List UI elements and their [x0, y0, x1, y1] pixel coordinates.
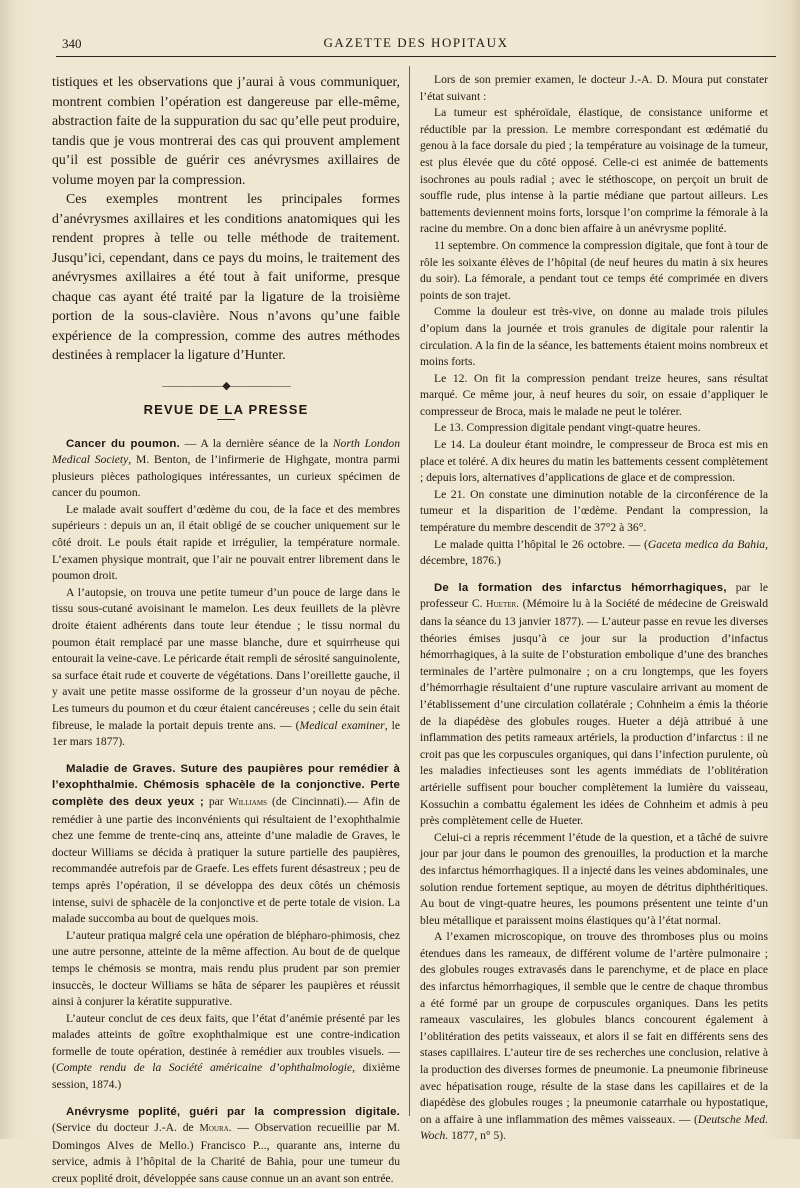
article-anevrysme-paragraph: Anévrysme poplité, guéri par la compression digitale. (Service du docteur J.-A. de Moura. — Observation recueillie par M. Domingos Alves de Mello.) Francisco P..., quarante ans, interne du service, admis à l’hôpital de la Charité de Bahia, pour une tumeur du creux poplité droit, développée sans cause connue un an avant son entrée. — [52, 1105, 400, 1186]
article-title: Anévrysme poplité, guéri par la compression digitale. — [66, 1105, 400, 1118]
right-column — [420, 72, 768, 1145]
article-paragraph: La tumeur est sphéroïdale, élastique, de consistance uniforme et réductible par la pression. Le membre correspondant est œdématié du genou à la face dorsale du pied ; la température au voisinage de la tumeur, est plus élevée que du côté opposé. Celle-ci est animée de battements isochrones au pouls radial ; avec le stéthoscope, on perçoit un bruit de souffle rude, plus intense à la partie médiane que partout ailleurs. Les battements deviennent moins forts, lorsque l’on comprime la fémorale à la racine du membre. On a donc bien affaire à un anévrysme poplité. — [420, 106, 768, 236]
author-name: Williams — [228, 796, 267, 808]
section-ornament: ——————◆—————— — [162, 379, 290, 392]
article-title: De la formation des infarctus hémorrhagiques, — [434, 581, 727, 594]
header-rule — [56, 56, 776, 57]
article-paragraph: L’auteur pratiqua malgré cela une opération de blépharo-phimosis, chez une autre personne, atteinte de la même affection. Au bout de de quelque temps le chémosis se montra, mais rendu plus prudent par son premier insuccès, le docteur Williams se hâta de séparer les paupières et réussit ainsi à conjurer la kératite suppurative. — [52, 928, 400, 1009]
section-title-rule — [217, 419, 235, 420]
article-cancer-paragraph: Cancer du poumon. — A la dernière séance de la North London Medical Society, M. Benton, de l’infirmerie de Highgate, montra parmi plusieurs pièces pathologiques intéressantes, un curieux spécimen de cancer du poumon. — [52, 436, 401, 500]
article-paragraph: Le 13. Compression digitale pendant vingt-quatre heures. — [434, 421, 701, 435]
article-paragraph: L’auteur conclut de ces deux faits, que l’état d’anémie présenté par les malades atteints de goître exophthalmique est une contre-indication formelle de toute opération, destinée à remédier aux troubles visuels. — (Compte rendu de la Société américaine d’ophthalmologie, dixième session, 1874.) — [52, 1011, 400, 1092]
article-paragraph: Lors de son premier examen, le docteur J.-A. D. Moura put constater l’état suivant : — [420, 73, 768, 103]
article-graves-paragraph: Maladie de Graves. Suture des paupières pour remédier à l’exophthalmie. Chémosis sphacèle de la conjonctive. Perte complète des deux yeux ; par Williams (de Cincinnati).— Afin de remédier à une partie des inconvénients qui résultaient de l’exophthalmie chez une femme de trente-cinq ans, atteinte d’une maladie de Graves, le docteur Williams se décida à pratiquer la suture partielle des paupières, recommandée autrefois par de Graefe. Les effets furent désastreux ; peu de temps après l’opération, il se développa des deux côtés un chémosis intense, suivi de sphacèle de la conjonctive et de perte totale de vision. La malade succomba au bout de quelques mois. — [52, 762, 400, 926]
author-name: Hueter — [486, 599, 517, 611]
article-paragraph: Le 21. On constate une diminution notable de la circonférence de la tumeur et la disparition de l’œdème. Pendant la compression, la température du membre descendit de 37°2 à 36°. — [420, 487, 768, 535]
article-title: Cancer du poumon. — [66, 437, 180, 450]
article-paragraph: Celui-ci a repris récemment l’étude de la question, et a tâché de suivre jour par jour dans le poumon des grenouilles, la production et la marche des infarctus hémorrhagiques. Il a injecté dans les veines abdominales, une solution rendue fortement septique, au moyen de détritus diphthéritiques. Au bout de vingt-quatre heures, les poumons présentent une teinte d’un bleu métallique et paraissent moins élastiques qu’à l’état normal. — [420, 830, 768, 927]
article-title: Maladie de Graves. Suture des paupières pour remédier à l’exophthalmie. Chémosis sphacèle de la conjonctive. Perte complète des deux yeux ; — [52, 762, 400, 808]
article-paragraph: A l’autopsie, on trouva une petite tumeur d’un pouce de large dans le tissu sous-cutané avoisinant le mamelon. Les deux feuillets de la plèvre droite étaient adhérents dans toute leur étendue ; le tissu normal du poumon était remplacé par une masse blanche, dure et squirrheuse qui entourait la veine-cave. Le péricarde était rempli de sérosité sanguinolente, sa surface était rude et couverte de végétations. Dans l’oreillette gauche, il y avait une petite masse ossiforme de la grosseur d’un noyau de pêche. Les tumeurs du poumon et du cœur étaient cancéreuses ; celle du sein était fibreuse, le malade la portait depuis trente ans. — (Medical examiner, le 1er mars 1877). — [52, 585, 401, 749]
article-paragraph: Le malade quitta l’hôpital le 26 octobre. — (Gaceta medica da Bahia, décembre, 1876.) — [420, 537, 769, 568]
page-header — [56, 32, 776, 52]
article-paragraph: Le 12. On fit la compression pendant treize heures, sans résultat marqué. Ce même jour, à neuf heures du soir, on essaie d’appliquer le compresseur de Broca, mais le malade ne peut le tolérer. — [420, 371, 768, 418]
author-name: Moura — [199, 1123, 229, 1135]
article-infarctus-paragraph: De la formation des infarctus hémorrhagiques, par le professeur C. Hueter. (Mémoire lu à la Société de médecine de Greiswald dans la séance du 13 janvier 1877). — L’auteur passe en revue les diverses théories émises jusqu’à ce jour sur la production d’infactus hémorrhagiques, à la suite de l’obsturation embolique d’une des branches terminales de l’artère pulmonaire ; on a cru longtemps, que les foyers d’hémorrhagie résultaient d’une rupture vasculaire arrivant au moment de l’établissement d’une circulation collatérale ; Cohnheim a émis la théorie de la diapédèse des globules rouges. Hueter a déjà attribué à une inflammation des petits rameaux artériels, la production d’infarctus : il ne croit pas que les corpuscules organiques, qui dans l’infection purulente, où les maladies infectieuses sont les agents immédiats de l’oblitération artérielle suffisent pour boucher complètement la lumière du vaisseau, Kossuchin a combattu également les idées de Cohnheim et admis à peu près complètement celle de Hueter. — [420, 580, 769, 828]
continued-paragraph: Ces exemples montrent les principales formes d’anévrysmes axillaires et les conditions anatomiques qui les rendent propres à telle ou telle méthode de traitement. Jusqu’ici, cependant, dans ce pays du moins, le traitement des anévrysmes axillaires a été tout à fait uniforme, presque chaque cas ayant été traité par la ligature de la troisième portion de la sous-clavière. Nous n’avons qu’une faible expérience de la compression, comme des autres méthodes destinées à remplacer la ligature d’Hunter. — [52, 191, 400, 362]
journal-title: GAZETTE DES HOPITAUX — [323, 35, 509, 50]
page-number: 340 — [62, 36, 82, 51]
article-paragraph: 11 septembre. On commence la compression digitale, que font à tour de rôle les soixante élèves de l’hôpital (de neuf heures du matin à six heures du soir). La fémorale, a pendant tout ce temps été comprimée en divers points de son trajet. — [420, 238, 768, 302]
left-column — [52, 72, 400, 1188]
article-paragraph: A l’examen microscopique, on trouve des thromboses plus ou moins étendues dans les rameaux, de différent volume de l’artère pulmonaire ; des globules rouges extravasés dans le parenchyme, et de place en place des infarctus hémorrhagiques, il semble que le centre de chaque thrombus a été formé par un groupe de corpuscules organiques. Dans les petits rameaux vasculaires, les globules blancs concourent également à l’oblitération des petits vaisseaux, et alors il se fait en différents sens des stases capillaires. L’auteur tire de ses recherches une conclusion, relative à la production des diverses formes de pneumonie. La pneumonie fibrineuse avec hépatisation rouge, résulte de la stase dans les capillaires et de la diapédèse des globules rouges ; la pneumonie catarrhale ou hypostatique, on a affaire à une inflammation des mêmes vaisseaux. — (Deutsche Med. Woch. 1877, n° 5). — [420, 930, 768, 1143]
column-divider — [409, 66, 410, 1116]
article-paragraph: Le 14. La douleur étant moindre, le compresseur de Broca est mis en place et toléré. A dix heures du matin les battements cessent complètement ; depuis lors, alternatives d’applications de glace et de compression. — [420, 438, 768, 485]
article-paragraph: Comme la douleur est très-vive, on donne au malade trois pilules d’opium dans la journée et trois granules de digitale pour ralentir la circulation. A la fin de la séance, les battements étaient moins nombreux et moins forts. — [420, 305, 768, 369]
section-title: REVUE DE LA PRESSE — [143, 401, 309, 417]
article-paragraph: Le malade avait souffert d’œdème du cou, de la face et des membres supérieurs : depuis un an, il était obligé de se coucher uniquement sur le côté droit. Le pouls était rapide et irrégulier, la température normale. L’examen physique montrait, que l’air ne pouvait entrer librement dans le poumon droit. — [52, 502, 400, 583]
continued-paragraph: tistiques et les observations que j’aurai à vous communiquer, montrent combien l’opération est dangereuse par elle-même, abstraction faite de la suppuration du sac qu’elle peut produire, tandis que je vous montrerai des cas qui prouvent amplement qu’il est possible de guérir ces anévrysmes axillaires de volume moyen par la compression. — [52, 74, 400, 187]
